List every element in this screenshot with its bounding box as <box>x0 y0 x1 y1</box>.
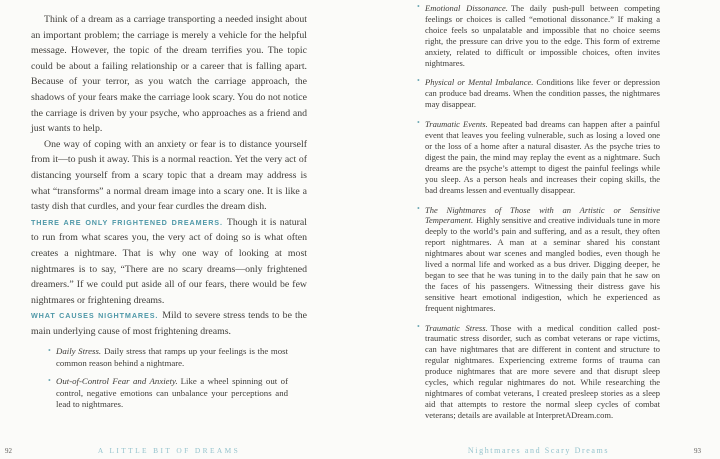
bullet-icon: • <box>417 76 420 86</box>
bullet-text: Conditions like fever or depression can produce bad dreams. When the condition passes, the nightmares may disappear. <box>425 77 661 110</box>
page-right-text-column <box>417 3 660 421</box>
bullet-list <box>48 346 288 410</box>
bullet-lead: Traumatic Stress. <box>425 322 488 333</box>
bullet-icon: • <box>48 346 51 356</box>
bullet-lead: Traumatic Events. <box>425 119 488 130</box>
bullet-lead: Out-of-Control Fear and Anxiety. <box>56 376 178 387</box>
bullet-item <box>417 119 660 195</box>
bullet-lead: Physical or Mental Imbalance. <box>425 77 534 88</box>
page-number-left: 92 <box>5 447 12 455</box>
bullet-item <box>417 323 660 421</box>
bullet-text: Like a wheel spinning out of control, negative emotions can unbalance your perceptions and lead to nightmares. <box>56 376 288 410</box>
paragraph: One way of coping with an anxiety or fear is to distance yourself from it—to push it away. This is a normal reaction. Yet the very act of distancing yourself from a scary topic that a dream may address is what “transforms” a normal dream image into a scary one. It is like a tasty dish that curdles, and your fear curdles the dream dish. <box>31 138 307 213</box>
bullet-lead: Daily Stress. <box>56 346 102 357</box>
bullet-text: Repeated bad dreams can happen after a painful event that leaves you feeling vulnerable, such as losing a loved one or the loss of a home after a natural disaster. As the psyche tries to digest the pain, the mind may replay the event as a nightmare. Such dreams are the psyche’s attempt to digest the painful feelings while you sleep. As a person heals and increases their coping skills, the bad dreams lessen and eventually disappear. <box>425 119 661 195</box>
running-footer-right: Nightmares and Scary Dreams <box>467 446 610 455</box>
bullet-icon: • <box>417 118 420 128</box>
bullet-icon: • <box>417 2 420 11</box>
bullet-lead: Emotional Dissonance. <box>425 3 508 13</box>
section-heading: WHAT CAUSES NIGHTMARES. <box>31 311 159 321</box>
bullet-item <box>417 205 660 314</box>
paragraph <box>31 308 307 339</box>
bullet-item <box>417 3 660 68</box>
page-number-right: 93 <box>694 447 701 455</box>
paragraph: Think of a dream as a carriage transporting a needed insight about an important problem; the carriage is merely a vehicle for the helpful message. However, the topic of the dream terrifies you. The topic could be about a failing relationship or a career that is falling apart. Because of your terror, as you watch the carriage approach, the shadows of your fears make the carriage look scary. You do not notice the carriage is driven by your psyche, who approaches as a friend and just wants to help. <box>31 14 307 135</box>
bullet-text: Daily stress that ramps up your feelings is the most common reason behind a nightmare. <box>56 346 288 368</box>
bullet-item <box>48 346 288 369</box>
bullet-icon: • <box>417 203 420 213</box>
bullet-text: Those with a medical condition called post-traumatic stress disorder, such as combat veterans or rape victims, can have nightmares that are different in content and structure to regular nightmares. Experiencing extreme forms of trauma can produce nightmares that are more severe and that disrupt sleep cycles, which regular nightmares do not. While researching the nightmares of combat veterans, I created presleep stories as a sleep aid that attempts to restore the normal sleep cycles of combat veterans; details are available at InterpretADream.com. <box>425 322 660 420</box>
bullet-lead: The Nightmares of Those with an Artistic or Sensitive Temperament. <box>425 204 660 226</box>
bullet-icon: • <box>48 376 51 386</box>
bullet-item <box>417 77 660 110</box>
paragraph-text: Mild to severe stress tends to be the main underlying cause of most frightening dreams. <box>31 310 308 337</box>
bullet-icon: • <box>417 321 420 331</box>
paragraph <box>31 215 307 309</box>
bullet-text: The daily push-pull between competing feelings or choices is called “emotional dissonance.” If making a choice feels so unpalatable and impossible that no choice seems right, the pressure can drive you to the edge. This form of extreme anxiety, related to difficult or impossible choices, often invites nightmares. <box>425 3 660 68</box>
bullet-text: Highly sensitive and creative individuals tune in more deeply to the world’s pain and suffering, and as a result, they often report nightmares. A man at a seminar shared his constant nightmares about war scenes and mangled bodies, even though he lived a normal life and worked as a bus driver. Digging deeper, he began to see that he was tuning in to the daily pain that he saw on the faces of his passengers. Witnessing their distress gave his sensitive heart emotional indigestion, which he experienced as frequent nightmares. <box>425 215 660 313</box>
running-footer-left: A LITTLE BIT OF DREAMS <box>97 446 241 455</box>
page-left-text-column <box>31 12 307 411</box>
bullet-item <box>48 376 288 410</box>
paragraph-text: Though it is natural to run from what scares you, the very act of doing so is what often creates a nightmare. That is why one way of looking at most nightmares is to say, “There are no scary dreams—only frightened dreamers.” If we could put aside all of our fears, there would be few nightmares or frightening dreams. <box>31 216 307 306</box>
section-heading: THERE ARE ONLY FRIGHTENED DREAMERS. <box>31 217 223 227</box>
